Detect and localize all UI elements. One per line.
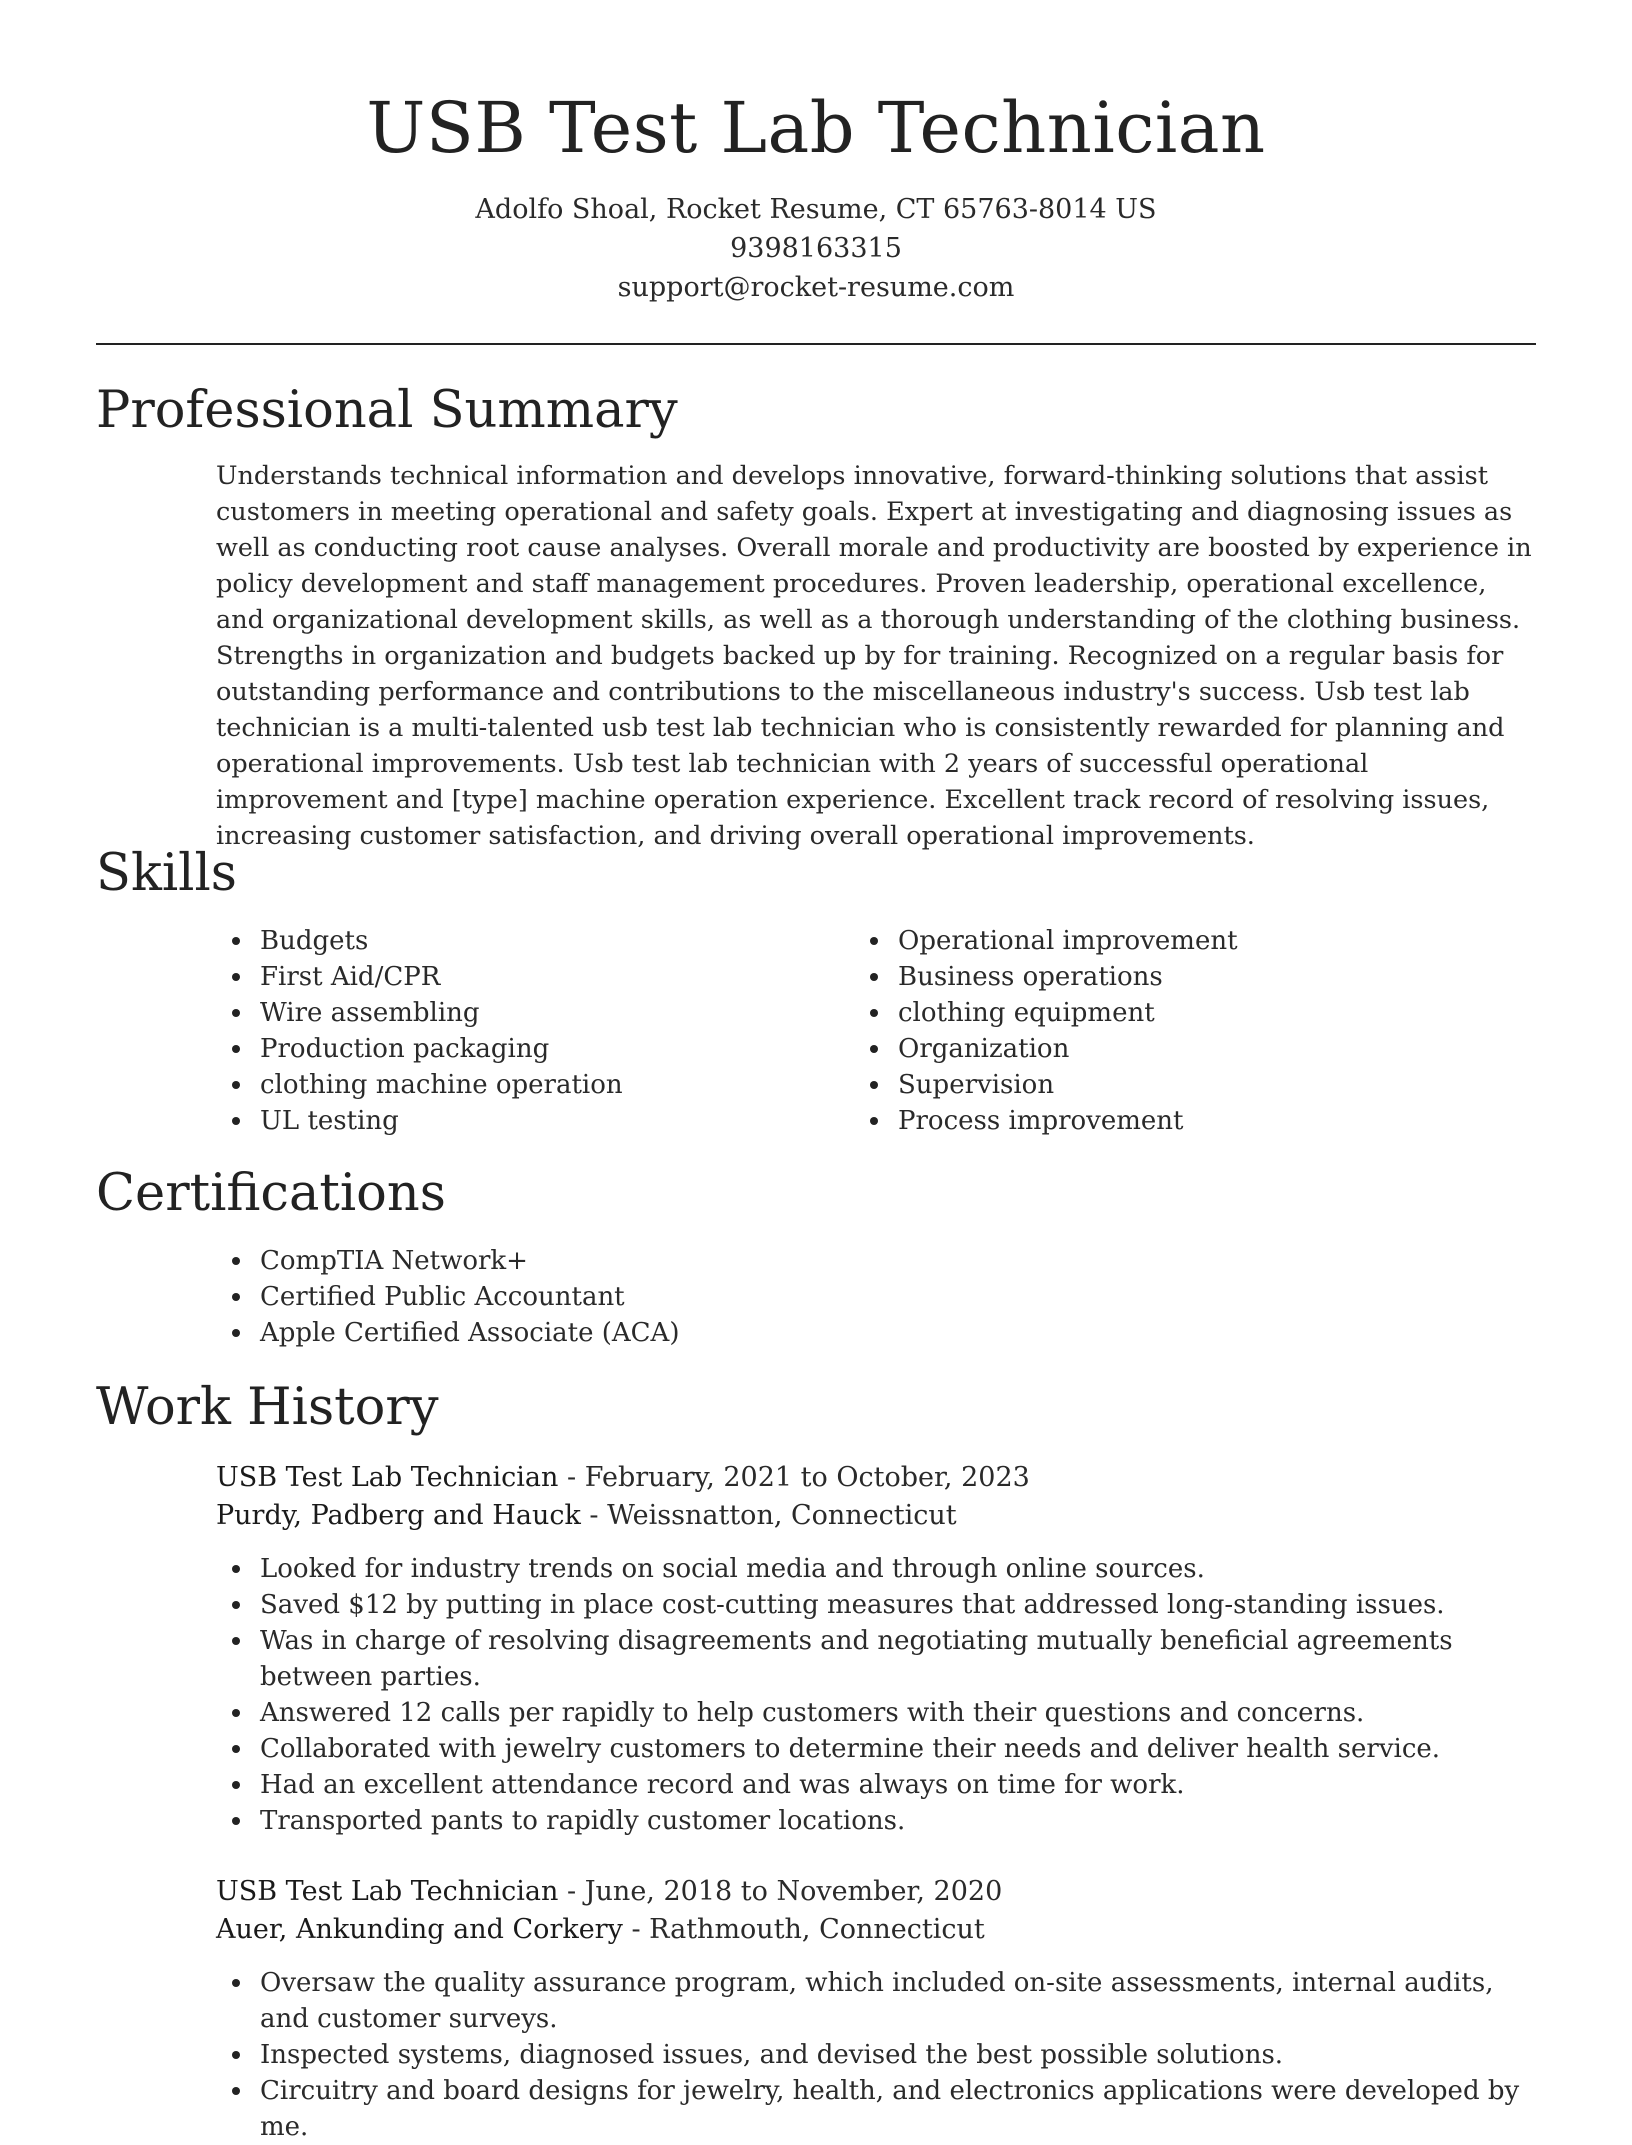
job-company: Auer, Ankunding and Corkery — [216, 1914, 623, 1945]
summary-section — [96, 380, 1536, 854]
job-bullet: Answered 12 calls per rapidly to help customers with their questions and concerns. — [260, 1695, 1536, 1731]
skills-heading: Skills — [96, 844, 237, 903]
skill-item: clothing machine operation — [260, 1067, 898, 1103]
job-header — [216, 1459, 1536, 1535]
job-dates: June, 2018 to November, 2020 — [584, 1876, 1003, 1907]
job-location: Weissnatton, Connecticut — [607, 1500, 957, 1531]
job-bullet: Circuitry and board designs for jewelry, health, and electronics applications were developed by me. — [260, 2073, 1536, 2145]
skill-item: First Aid/CPR — [260, 959, 898, 995]
work-history-section — [96, 1377, 1536, 2145]
certification-item: CompTIA Network+ — [260, 1243, 1536, 1279]
job-title: USB Test Lab Technician — [216, 1876, 559, 1907]
skills-list-right — [898, 923, 1536, 1139]
skill-item: Process improvement — [898, 1103, 1536, 1139]
work-history-heading: Work History — [96, 1378, 439, 1437]
job-title-line: USB Test Lab Technician - June, 2018 to November, 2020 — [216, 1876, 1003, 1907]
header-divider — [96, 343, 1536, 345]
job-bullet: Saved $12 by putting in place cost-cutting measures that addressed long-standing issues. — [260, 1587, 1536, 1623]
skill-item: Supervision — [898, 1067, 1536, 1103]
job-bullets — [96, 1965, 1536, 2145]
skills-section — [96, 843, 1536, 1139]
job-company: Purdy, Padberg and Hauck — [216, 1500, 581, 1531]
job-bullet: Inspected systems, diagnosed issues, and devised the best possible solutions. — [260, 2037, 1536, 2073]
certifications-list — [96, 1243, 1536, 1351]
job-title: USB Test Lab Technician — [216, 1462, 559, 1493]
summary-text: Understands technical information and develops innovative, forward-thinking solutions that assist customers in meeting operational and safety goals. Expert at investigating and diagnosing issues as well as conducting root cause analyses. Overall morale and productivity are boosted by experience in policy development and staff management procedures. Proven leadership, operational excellence, and organizational development skills, as well as a thorough understanding of the clothing business. Strengths in organization and budgets backed up by for training. Recognized on a regular basis for outstanding performance and contributions to the miscellaneous industry's success. Usb test lab technician is a multi-talented usb test lab technician who is consistently rewarded for planning and operational improvements. Usb test lab technician with 2 years of successful operational improvement and [type] machine operation experience. Excellent track record of resolving issues, increasing customer satisfaction, and driving overall operational improvements. — [216, 461, 1532, 851]
skill-item: clothing equipment — [898, 995, 1536, 1031]
job-bullet: Was in charge of resolving disagreements and negotiating mutually beneficial agreements between parties. — [260, 1623, 1536, 1695]
job-location: Rathmouth, Connecticut — [649, 1914, 985, 1945]
job-entry — [96, 1873, 1536, 2145]
certification-item: Certified Public Accountant — [260, 1279, 1536, 1315]
job-header — [216, 1873, 1536, 1949]
resume-page — [96, 0, 1536, 2142]
job-bullets — [96, 1551, 1536, 1839]
skill-item: Business operations — [898, 959, 1536, 995]
certifications-heading: Certifications — [96, 1164, 446, 1223]
job-bullet: Looked for industry trends on social media and through online sources. — [260, 1551, 1536, 1587]
certifications-section — [96, 1163, 1536, 1351]
skill-item: Wire assembling — [260, 995, 898, 1031]
contact-phone: 9398163315 — [730, 233, 902, 264]
job-bullet: Collaborated with jewelry customers to determine their needs and deliver health service. — [260, 1731, 1536, 1767]
contact-email: support@rocket-resume.com — [617, 272, 1015, 303]
job-company-line: Purdy, Padberg and Hauck - Weissnatton, Connecticut — [216, 1500, 957, 1531]
skill-item: Operational improvement — [898, 923, 1536, 959]
job-dates: February, 2021 to October, 2023 — [584, 1462, 1030, 1493]
contact-block — [96, 190, 1536, 307]
certification-item: Apple Certified Associate (ACA) — [260, 1315, 1536, 1351]
skills-list-left — [96, 923, 898, 1139]
skill-item: Budgets — [260, 923, 898, 959]
skills-grid — [96, 923, 1536, 1139]
job-bullet: Had an excellent attendance record and was always on time for work. — [260, 1767, 1536, 1803]
skill-item: UL testing — [260, 1103, 898, 1139]
job-entry — [96, 1459, 1536, 1839]
resume-title: USB Test Lab Technician — [366, 87, 1266, 169]
skill-item: Organization — [898, 1031, 1536, 1067]
job-company-line: Auer, Ankunding and Corkery - Rathmouth, Connecticut — [216, 1914, 985, 1945]
skill-item: Production packaging — [260, 1031, 898, 1067]
job-bullet: Oversaw the quality assurance program, which included on-site assessments, internal audits, and customer surveys. — [260, 1965, 1536, 2037]
job-title-line: USB Test Lab Technician - February, 2021 to October, 2023 — [216, 1462, 1030, 1493]
contact-address: Adolfo Shoal, Rocket Resume, CT 65763-8014 US — [475, 194, 1157, 225]
job-bullet: Transported pants to rapidly customer locations. — [260, 1803, 1536, 1839]
summary-heading: Professional Summary — [96, 381, 678, 440]
